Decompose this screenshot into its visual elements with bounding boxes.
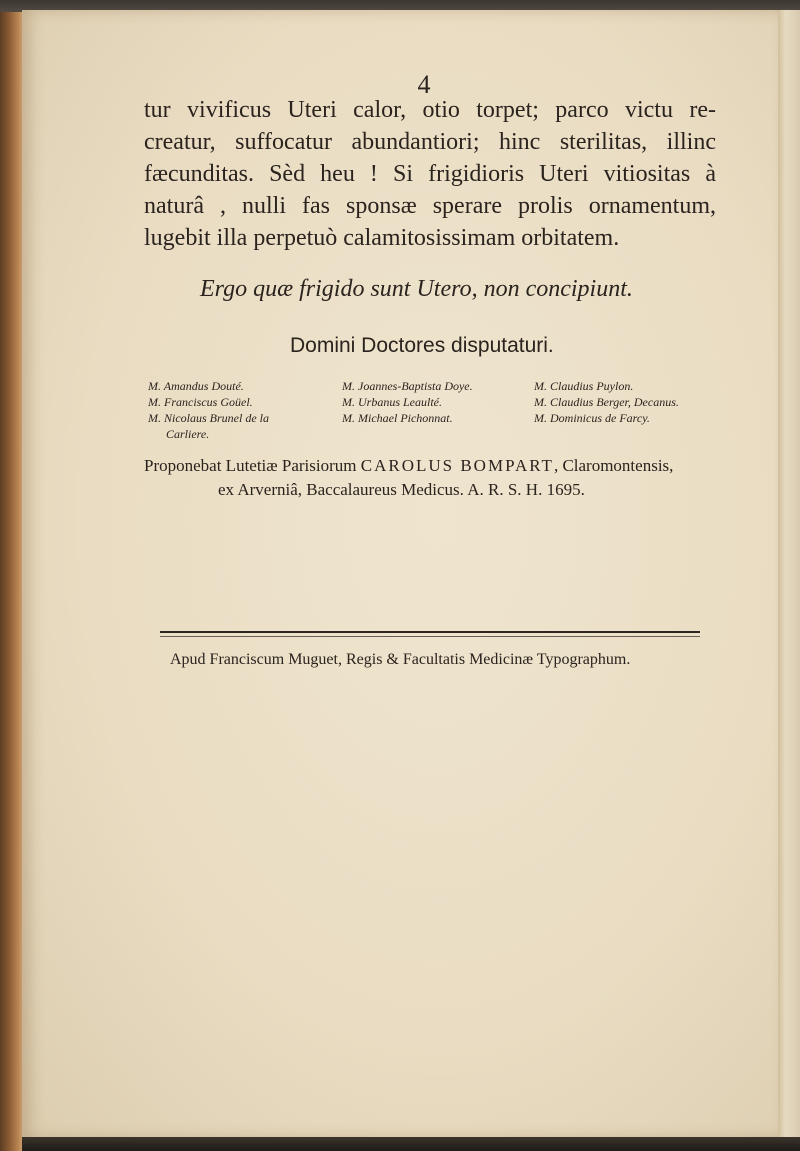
doctor-name: M. Claudius Puylon. (534, 379, 634, 393)
printer-imprint: Apud Franciscum Muguet, Regis & Facultatis Medicinæ Typographum. (170, 651, 631, 668)
doctor-name-continuation: Carliere. (166, 427, 210, 441)
proponebat-line-1 (144, 454, 704, 478)
doctor-name: M. Dominicus de Farcy. (534, 411, 650, 425)
paragraph-line: lugebit illa perpetuò calamitosissimam orbitatem. (144, 225, 620, 251)
doctor-name: M. Joannes-Baptista Doye. (342, 379, 473, 393)
paragraph-line: naturâ , nulli fas sponsæ sperare prolis ornamentum, (144, 193, 716, 219)
thesis-statement: Ergo quæ frigido sunt Utero, non concipiunt. (200, 276, 633, 302)
doctors-heading: Domini Doctores disputaturi. (290, 334, 554, 357)
doctor-name: M. Nicolaus Brunel de la (148, 411, 269, 425)
proponebat-prefix: Proponebat Lutetiæ Parisiorum (144, 456, 357, 475)
doctors-column-2 (342, 378, 522, 426)
page-number: 4 (417, 70, 431, 99)
doctor-name: M. Claudius Berger, Decanus. (534, 395, 679, 409)
main-paragraph (144, 94, 716, 254)
book-right-edge (776, 10, 800, 1151)
proponebat-line-2: ex Arverniâ, Baccalaureus Medicus. A. R. S. H. 1695. (218, 480, 585, 499)
doctor-name: M. Michael Pichonnat. (342, 411, 453, 425)
paragraph-line: fæcunditas. Sèd heu ! Si frigidioris Uteri vitiositas à (144, 161, 716, 187)
candidate-name: CAROLUS BOMPART (360, 456, 554, 475)
doctors-column-3 (534, 378, 714, 426)
doctor-name: M. Franciscus Goüel. (148, 395, 253, 409)
doctor-name: M. Urbanus Leaulté. (342, 395, 442, 409)
paragraph-line: tur vivificus Uteri calor, otio torpet; parco victu re- (144, 97, 716, 123)
proponebat-block (144, 454, 704, 502)
horizontal-rule-thin (160, 636, 700, 637)
book-bottom-edge (22, 1137, 800, 1151)
doctors-column-1 (148, 378, 328, 442)
proponebat-origin: , Claromontensis, (553, 456, 674, 475)
doctor-name: M. Amandus Douté. (148, 379, 244, 393)
horizontal-rule (160, 631, 700, 633)
paragraph-line: creatur, suffocatur abundantiori; hinc sterilitas, illinc (144, 129, 716, 155)
